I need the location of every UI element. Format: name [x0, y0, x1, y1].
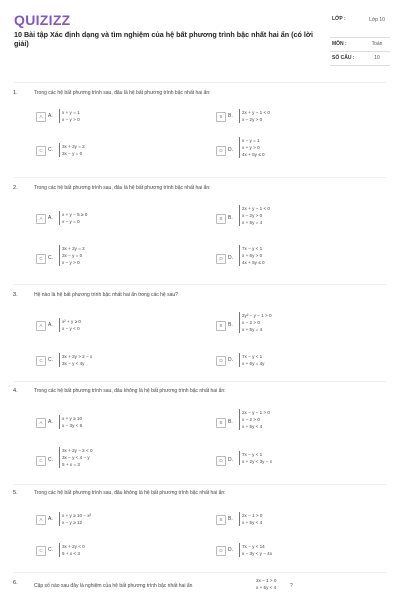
question-text: Hệ nào là hệ bất phương trình bậc nhất hai ẩn trong các hệ sau?	[34, 292, 178, 298]
system-brace	[59, 512, 61, 526]
option-d[interactable]	[216, 246, 356, 278]
option-b[interactable]	[216, 112, 356, 136]
option-b[interactable]	[216, 206, 356, 238]
option-system: 7x − y < 14 x − 3y < y − 4x	[242, 544, 273, 556]
quizizz-logo: QUIZIZZ	[14, 12, 71, 28]
option-d[interactable]	[216, 356, 356, 380]
system-brace	[239, 451, 241, 465]
option-box[interactable]: C	[36, 456, 46, 466]
system-brace	[59, 543, 61, 557]
option-a[interactable]	[36, 418, 176, 442]
option-b[interactable]	[216, 515, 356, 539]
question-text: Trong các hệ bất phương trình sau, đâu không là hệ bất phương trình bậc nhất hai ẩn:	[34, 490, 226, 496]
system-brace	[239, 205, 241, 226]
system-brace	[59, 143, 61, 157]
option-c[interactable]	[36, 448, 176, 480]
option-box[interactable]: C	[36, 546, 46, 556]
question-number: 6.	[13, 580, 18, 586]
option-letter: A.	[48, 322, 53, 328]
option-box[interactable]: B	[216, 214, 226, 224]
option-box[interactable]: A	[36, 112, 46, 122]
option-letter: D.	[228, 547, 233, 553]
option-box[interactable]: B	[216, 418, 226, 428]
question-number: 3.	[13, 292, 18, 298]
question-number: 4.	[13, 388, 18, 394]
system-brace	[239, 353, 241, 367]
option-letter: D.	[228, 357, 233, 363]
question-text: Trong các hệ bất phương trình sau, đâu là hệ bất phương trình bậc nhất hai ẩn:	[34, 90, 211, 96]
system-brace	[59, 318, 61, 332]
count-value: 10	[374, 55, 380, 61]
option-system: x + y ≥ 10 − x² x − y ≥ 12	[62, 513, 92, 525]
option-system: 3x + 2y = 2 3x − y = 0	[62, 144, 85, 156]
system-brace	[239, 512, 241, 526]
option-box[interactable]: C	[36, 254, 46, 264]
system-brace	[59, 415, 61, 429]
option-letter: C.	[48, 357, 53, 363]
question-divider	[14, 572, 386, 573]
option-letter: B.	[228, 322, 233, 328]
option-box[interactable]: D	[216, 546, 226, 556]
option-system: x² + y ≥ 0 x − y < 0	[62, 319, 81, 331]
option-letter: A.	[48, 113, 53, 119]
option-box[interactable]: A	[36, 321, 46, 331]
option-system: 3x + 2y = 2 3x − y = 0 x − y > 0	[62, 246, 85, 265]
system-brace	[239, 312, 241, 333]
option-letter: D.	[228, 255, 233, 261]
option-system: 2y² − y − 1 > 0 x − 2 > 0 x + 5y = 4	[242, 313, 272, 332]
question-text: Trong các hệ bất phương trình sau, đâu là hệ bất phương trình bậc nhất hai ẩn:	[34, 185, 211, 191]
option-system: x − y = 1 x + y > 0 4x + 5y ≤ 0	[242, 138, 265, 157]
system-brace	[239, 109, 241, 123]
system-brace	[59, 211, 61, 225]
option-box[interactable]: B	[216, 112, 226, 122]
header-divider	[14, 82, 386, 83]
option-letter: C.	[48, 547, 53, 553]
option-letter: B.	[228, 419, 233, 425]
option-a[interactable]	[36, 214, 176, 238]
question-divider	[14, 381, 386, 382]
option-b[interactable]	[216, 410, 356, 442]
document-title: 10 Bài tập Xác định dạng và tìm nghiệm của hệ bất phương trình bậc nhất hai ẩn (có lời giải)	[14, 30, 313, 48]
option-system: x + y − 5 ≥ 0 x − y = 0	[62, 212, 88, 224]
system-brace	[239, 245, 241, 266]
option-system: 2x + y − 1 < 0 x − 2y > 0	[242, 110, 270, 122]
option-box[interactable]: B	[216, 321, 226, 331]
option-letter: C.	[48, 255, 53, 261]
option-c[interactable]	[36, 246, 176, 278]
option-system: 3x + 2y − 2 < 0 3x − y < 4 − y 5 + x = 3	[62, 448, 93, 467]
question-divider	[14, 284, 386, 285]
question-number: 5.	[13, 490, 18, 496]
option-box[interactable]: A	[36, 515, 46, 525]
option-box[interactable]: D	[216, 356, 226, 366]
option-letter: D.	[228, 457, 233, 463]
subject-value: Toán	[371, 41, 383, 47]
option-system: 7x − y < 1 x + 6y = 4y	[242, 354, 265, 366]
option-letter: A.	[48, 516, 53, 522]
inline-system: 2x − 1 > 0 x + 5y < 4	[256, 578, 277, 590]
option-box[interactable]: C	[36, 146, 46, 156]
meta-divider	[330, 37, 390, 38]
question-text: Trong các hệ bất phương trình sau, đâu không là hệ bất phương trình bậc nhất hai ẩn:	[34, 388, 226, 394]
option-d[interactable]	[216, 138, 356, 170]
option-letter: B.	[228, 113, 233, 119]
option-d[interactable]	[216, 546, 356, 570]
option-a[interactable]	[36, 321, 176, 345]
class-label: LỚP :	[332, 16, 346, 22]
option-system: 2x + y − 1 < 0 x − 2y > 0 x + 5y = 4	[242, 206, 270, 225]
option-box[interactable]: D	[216, 146, 226, 156]
option-box[interactable]: A	[36, 214, 46, 224]
system-brace	[239, 409, 241, 430]
option-letter: C.	[48, 147, 53, 153]
option-c[interactable]	[36, 356, 176, 380]
meta-divider	[330, 65, 390, 66]
subject-label: MÔN :	[332, 41, 347, 47]
question-number: 1.	[13, 90, 18, 96]
option-letter: B.	[228, 516, 233, 522]
option-box[interactable]: D	[216, 456, 226, 466]
question-number: 2.	[13, 185, 18, 191]
option-c[interactable]	[36, 546, 176, 570]
option-system: x + y = 1 x − y > 0	[62, 110, 80, 122]
option-system: 3x + 2y > 2 − x 3x − y < 4y	[62, 354, 93, 366]
option-a[interactable]	[36, 112, 176, 136]
system-brace	[239, 543, 241, 557]
question-suffix: ?	[290, 583, 293, 589]
option-letter: A.	[48, 419, 53, 425]
system-brace	[59, 245, 61, 266]
option-letter: A.	[48, 215, 53, 221]
question-divider	[14, 484, 386, 485]
meta-divider	[330, 51, 390, 52]
option-system: 7x − y < 1 x + 2y < 3y − x	[242, 452, 273, 464]
question-divider	[14, 177, 386, 178]
option-system: 2x − y − 1 > 0 x − 2 > 0 x + 5y < 4	[242, 410, 270, 429]
system-brace	[59, 447, 61, 468]
option-letter: B.	[228, 215, 233, 221]
system-brace	[59, 109, 61, 123]
question-text: Cặp số nào sau đây là nghiệm của hệ bất phương trình bậc nhất hai ẩn	[34, 583, 193, 589]
count-label: SỐ CÂU :	[332, 55, 355, 61]
option-a[interactable]	[36, 515, 176, 539]
option-letter: D.	[228, 147, 233, 153]
option-box[interactable]: A	[36, 418, 46, 428]
class-value: Lớp 10	[369, 17, 385, 23]
option-letter: C.	[48, 457, 53, 463]
system-brace	[239, 137, 241, 158]
option-c[interactable]	[36, 146, 176, 170]
option-box[interactable]: B	[216, 515, 226, 525]
system-brace	[59, 353, 61, 367]
option-system: 2x − 1 > 0 x + 5y < 4	[242, 513, 263, 525]
option-d[interactable]	[216, 452, 356, 480]
option-box[interactable]: D	[216, 254, 226, 264]
option-box[interactable]: C	[36, 356, 46, 366]
option-system: 3x + 2y < 0 5 + x < 3	[62, 544, 85, 556]
option-system: 7x − y < 1 x + 6y > 0 4x + 5y ≤ 0	[242, 246, 265, 265]
option-b[interactable]	[216, 313, 356, 345]
option-system: x + y ≥ 10 x − 3y < 6	[62, 416, 83, 428]
